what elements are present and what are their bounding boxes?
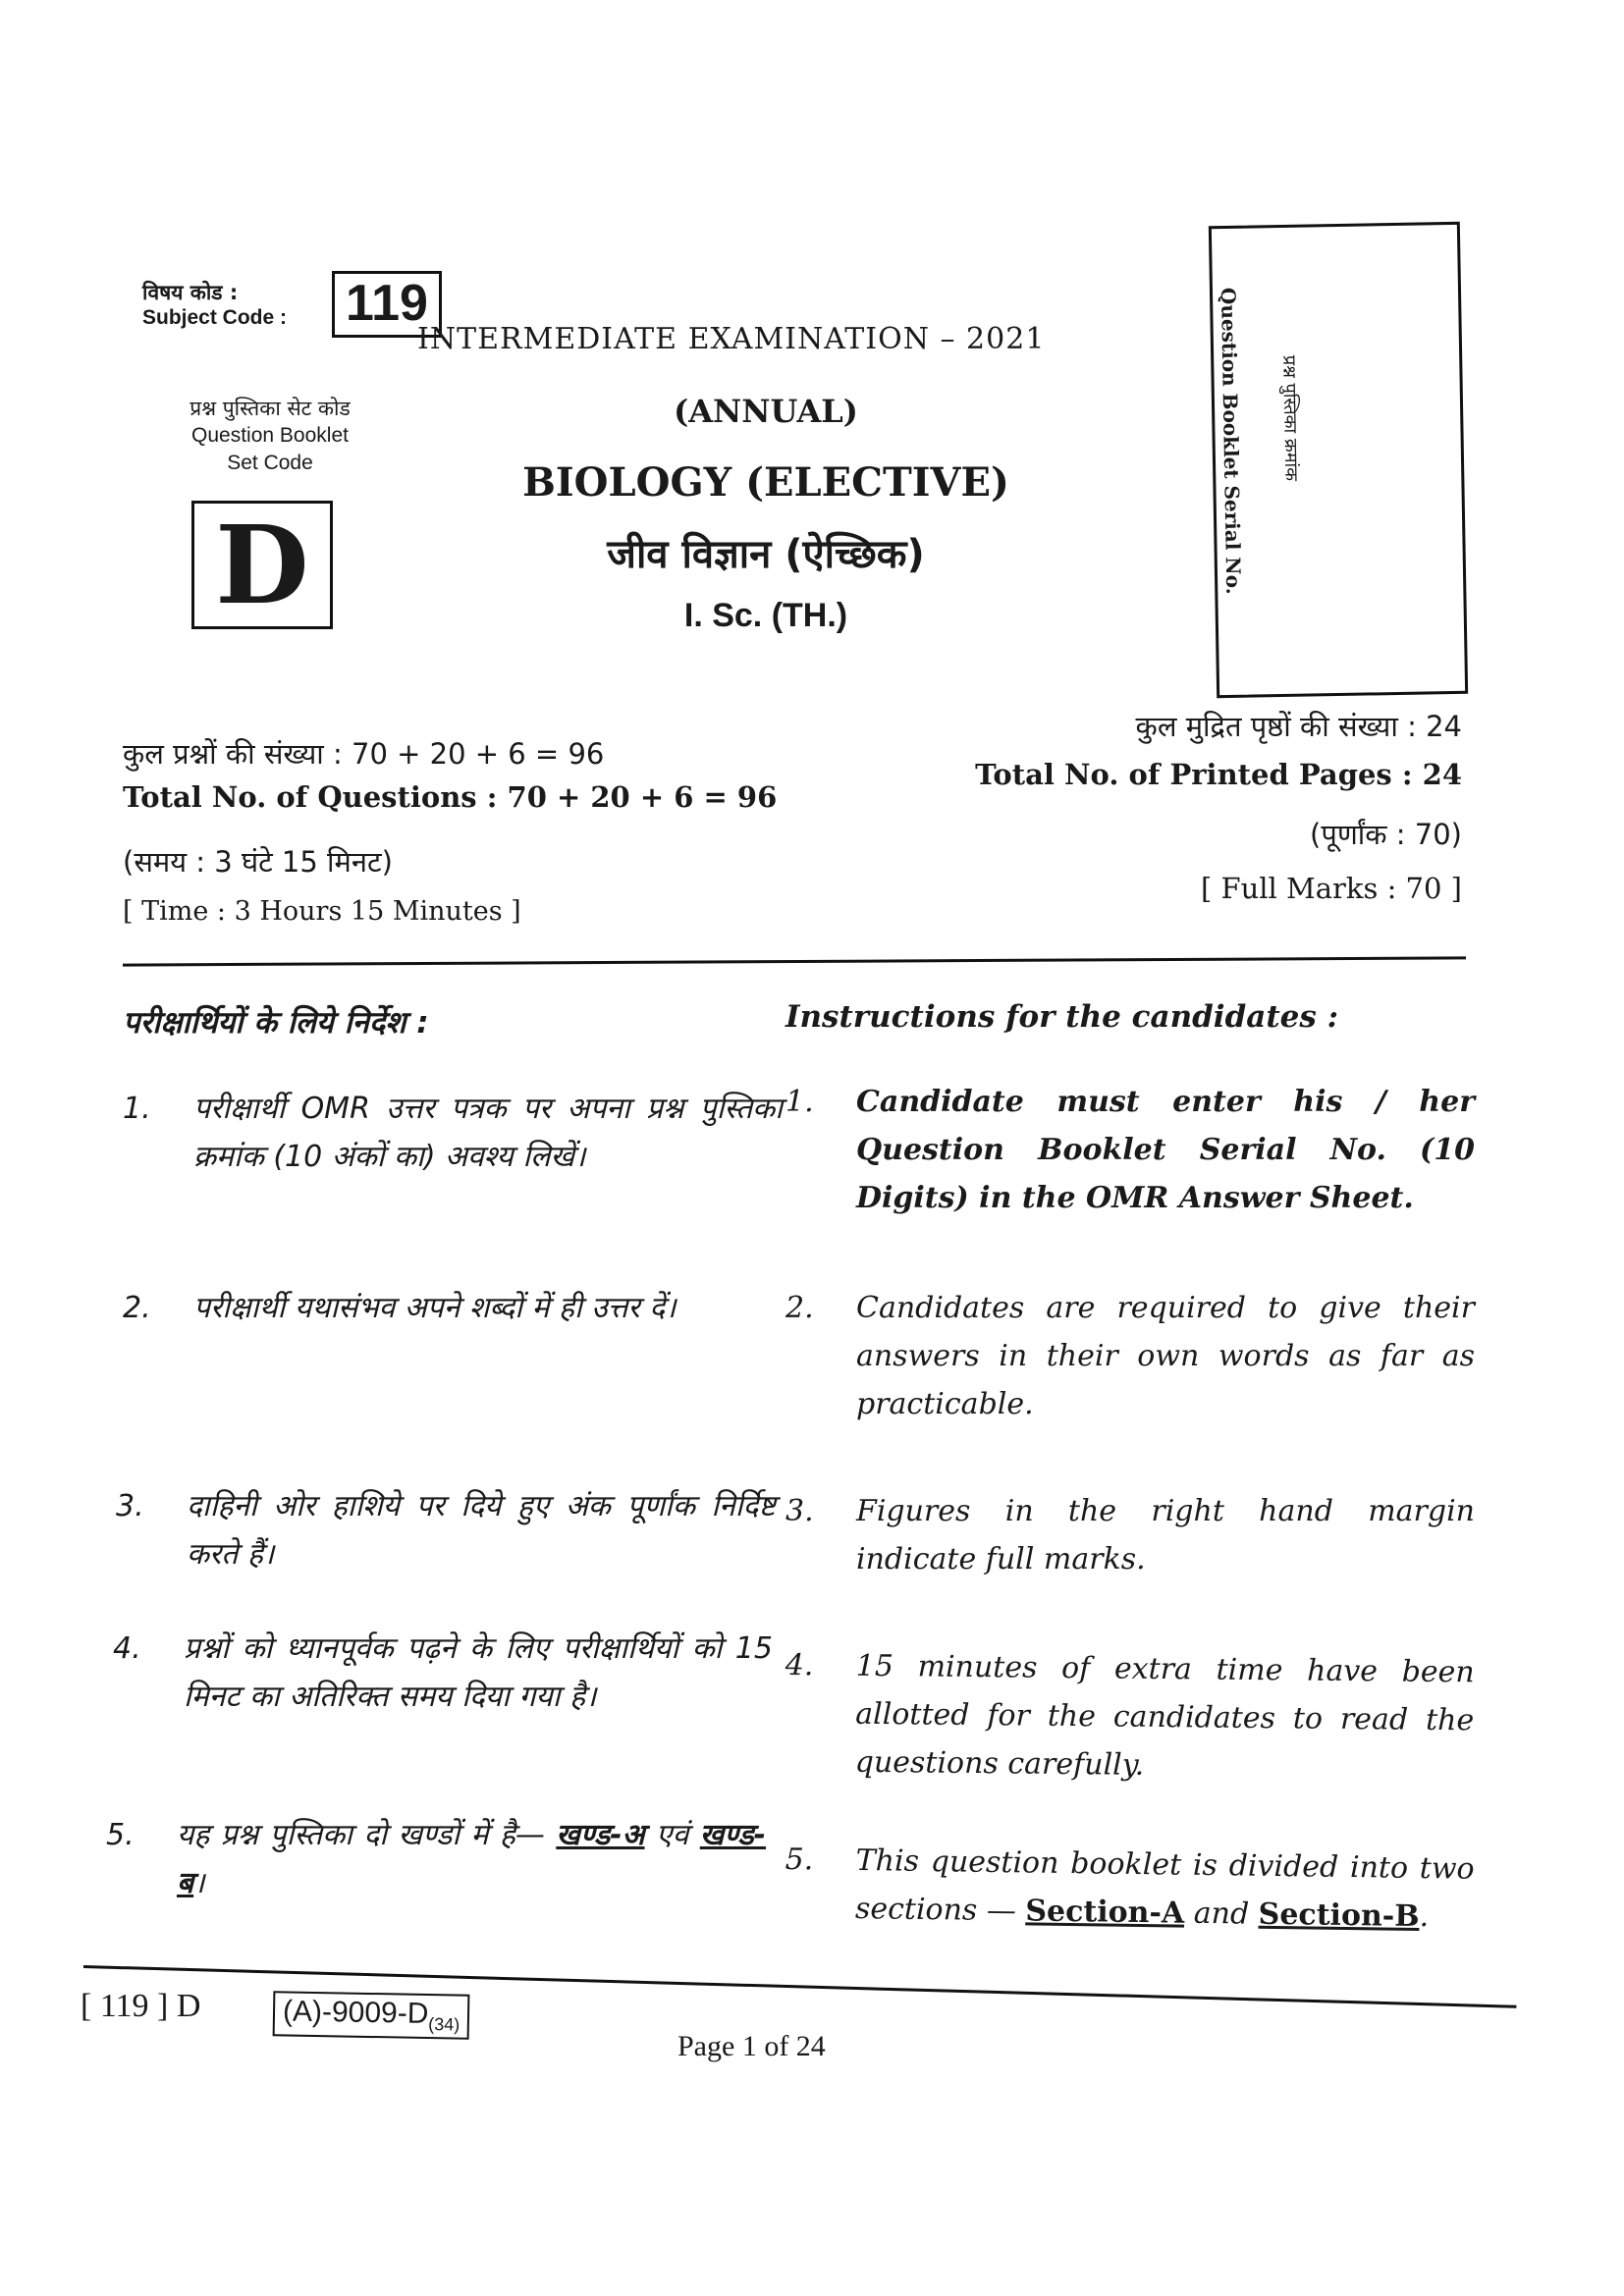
full-marks-hi: (पूर्णांक : 70) bbox=[1310, 818, 1462, 851]
course-name: I. Sc. (TH.) bbox=[683, 597, 848, 634]
printed-pages-en: Total No. of Printed Pages : 24 bbox=[975, 758, 1462, 791]
instructions-heading-hi: परीक्षार्थियों के लिये निर्देश : bbox=[123, 1005, 429, 1041]
subject-code-label-hi: विषय कोड : bbox=[142, 281, 239, 304]
instructions-heading-en: Instructions for the candidates : bbox=[785, 999, 1339, 1035]
page-number: Page 1 of 24 bbox=[677, 2030, 826, 2062]
full-marks-en: [ Full Marks : 70 ] bbox=[1200, 872, 1462, 905]
header-divider bbox=[123, 956, 1466, 966]
subject-code-box: 119 bbox=[332, 271, 442, 338]
footer-subject-set: [ 119 ] D bbox=[81, 1988, 201, 2024]
section-b-hi: खण्ड-ब bbox=[177, 1818, 767, 1900]
set-code-label-en-2: Set Code bbox=[227, 452, 313, 474]
subject-code-label-en: Subject Code : bbox=[142, 306, 288, 329]
serial-box-label-en: Question Booklet Serial No. bbox=[1216, 287, 1246, 595]
set-code-label bbox=[157, 395, 383, 477]
printed-pages-hi: कुल मुद्रित पृष्ठों की संख्या : 24 bbox=[1135, 710, 1462, 743]
section-a-hi: खण्ड-अ bbox=[556, 1818, 645, 1852]
exam-title: INTERMEDIATE EXAMINATION – 2021 bbox=[417, 322, 1046, 356]
total-questions-hi: कुल प्रश्नों की संख्या : 70 + 20 + 6 = 96 bbox=[123, 737, 605, 771]
exam-type: (ANNUAL) bbox=[674, 393, 858, 430]
subject-code-label bbox=[142, 280, 287, 331]
set-code-label-en-1: Question Booklet bbox=[191, 424, 349, 447]
section-a-en: Section-A bbox=[1025, 1894, 1185, 1931]
serial-number-box[interactable] bbox=[1209, 222, 1468, 698]
subject-title-hi: जीव विज्ञान (ऐच्छिक) bbox=[607, 532, 925, 577]
subject-title-en: BIOLOGY (ELECTIVE) bbox=[522, 459, 1009, 506]
time-en: [ Time : 3 Hours 15 Minutes ] bbox=[123, 896, 521, 927]
set-code-box: D bbox=[191, 501, 333, 629]
set-code-label-hi: प्रश्न पुस्तिका सेट कोड bbox=[189, 397, 351, 420]
time-hi: (समय : 3 घंटे 15 मिनट) bbox=[123, 845, 393, 879]
footer-paper-code: $(A)-9009-D_{(34)}$ bbox=[273, 1991, 470, 2039]
serial-box-label-hi: प्रश्न पुस्तिका क्रमांक bbox=[1278, 354, 1302, 482]
total-questions-en: Total No. of Questions : 70 + 20 + 6 = 96 bbox=[123, 780, 778, 814]
section-b-en: Section-B bbox=[1258, 1896, 1420, 1935]
